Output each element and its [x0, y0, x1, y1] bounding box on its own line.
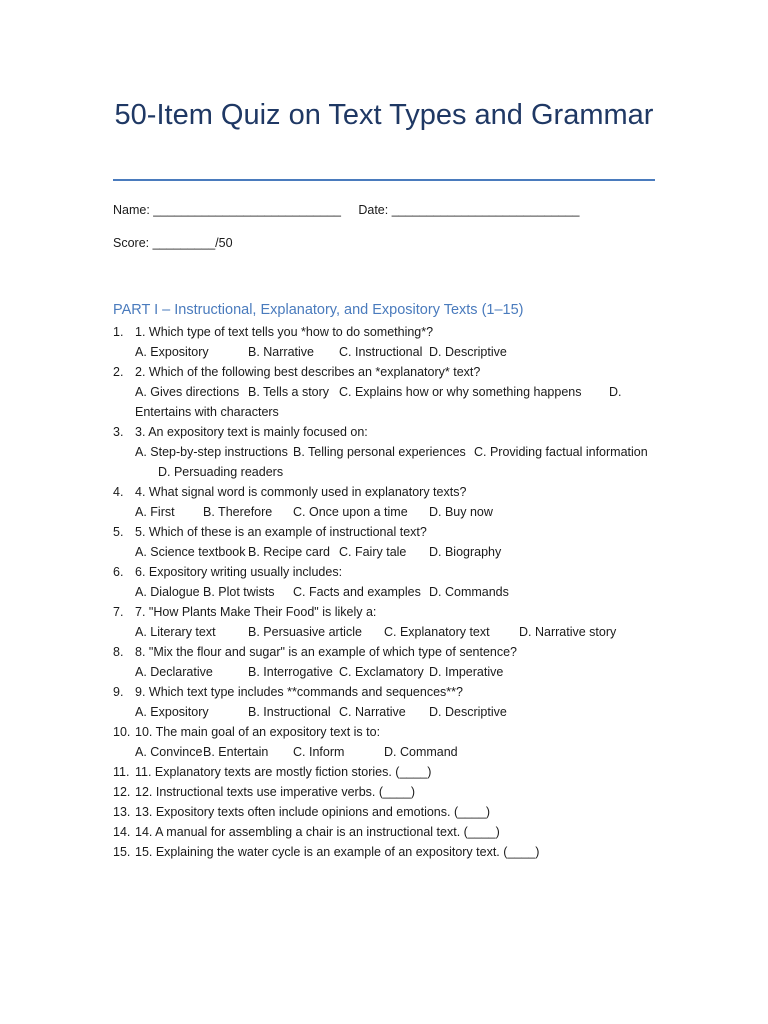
option-b: B. Recipe card: [248, 545, 330, 559]
question-item: [113, 682, 673, 722]
option-b: B. Telling personal experiences: [293, 445, 466, 459]
question-number: 10.: [113, 725, 131, 739]
option-continuation: D. Persuading readers: [158, 465, 284, 479]
option-row: [135, 582, 673, 602]
page-title: 50-Item Quiz on Text Types and Grammar: [114, 99, 654, 131]
option-c: C. Exclamatory: [339, 665, 424, 679]
question-item: [113, 842, 673, 862]
question-number: 12.: [113, 785, 131, 799]
option-b: B. Interrogative: [248, 665, 333, 679]
option-d: D. Descriptive: [429, 705, 507, 719]
option-a: A. Literary text: [135, 625, 216, 639]
question-number: 3.: [113, 425, 124, 439]
question-number: 6.: [113, 565, 124, 579]
question-number: 13.: [113, 805, 131, 819]
section-heading: PART I – Instructional, Explanatory, and Expository Texts (1–15): [113, 302, 524, 318]
question-item: [113, 322, 673, 362]
question-number: 7.: [113, 605, 124, 619]
question-item: [113, 422, 673, 482]
option-c: C. Inform: [293, 745, 345, 759]
option-c: C. Explanatory text: [384, 625, 490, 639]
option-b: B. Entertain: [203, 745, 269, 759]
option-a: A. Gives directions: [135, 385, 240, 399]
question-stem: 9. Which text type includes **commands and sequences**?: [135, 685, 463, 699]
question-item: [113, 562, 673, 602]
option-row: [135, 342, 673, 362]
option-row: [135, 442, 673, 462]
question-number: 4.: [113, 485, 124, 499]
option-row: [135, 502, 673, 522]
option-a: A. Expository: [135, 705, 209, 719]
question-number: 5.: [113, 525, 124, 539]
option-row: [135, 662, 673, 682]
option-row: [135, 702, 673, 722]
option-continuation: Entertains with characters: [135, 405, 279, 419]
question-stem: 11. Explanatory texts are mostly fiction stories. (____): [135, 765, 432, 779]
question-stem: 8. "Mix the flour and sugar" is an example of which type of sentence?: [135, 645, 518, 659]
question-item: [113, 602, 673, 642]
option-c: C. Instructional: [339, 345, 423, 359]
question-stem: 1. Which type of text tells you *how to do something*?: [135, 325, 434, 339]
question-stem: 3. An expository text is mainly focused on:: [135, 425, 368, 439]
question-number: 9.: [113, 685, 124, 699]
question-item: [113, 782, 673, 802]
option-a: A. Expository: [135, 345, 209, 359]
option-b: B. Plot twists: [203, 585, 275, 599]
question-item: [113, 362, 673, 422]
option-c: C. Facts and examples: [293, 585, 421, 599]
option-d: D. Commands: [429, 585, 509, 599]
question-number: 15.: [113, 845, 131, 859]
question-item: [113, 802, 673, 822]
question-item: [113, 762, 673, 782]
option-d: D. Imperative: [429, 665, 504, 679]
question-stem: 7. "How Plants Make Their Food" is likely a:: [135, 605, 377, 619]
question-number: 1.: [113, 325, 124, 339]
option-a: A. Step-by-step instructions: [135, 445, 288, 459]
option-b: B. Instructional: [248, 705, 331, 719]
option-b: B. Narrative: [248, 345, 314, 359]
question-list: [113, 322, 673, 862]
option-d: D. Biography: [429, 545, 502, 559]
question-item: [113, 722, 673, 762]
question-number: 14.: [113, 825, 131, 839]
question-stem: 15. Explaining the water cycle is an example of an expository text. (____): [135, 845, 540, 859]
question-stem: 13. Expository texts often include opinions and emotions. (____): [135, 805, 491, 819]
score-line: Score: _________/50: [113, 236, 233, 250]
question-stem: 4. What signal word is commonly used in explanatory texts?: [135, 485, 467, 499]
option-d: D. Buy now: [429, 505, 493, 519]
option-a: A. Science textbook: [135, 545, 246, 559]
option-c: C. Explains how or why something happens: [339, 385, 582, 399]
option-d: D. Descriptive: [429, 345, 507, 359]
option-row: [135, 542, 673, 562]
option-b: B. Persuasive article: [248, 625, 362, 639]
option-b: B. Therefore: [203, 505, 273, 519]
question-number: 11.: [113, 765, 130, 779]
name-date-line: Name: ___________________________ Date: ___________________________: [113, 203, 580, 217]
question-stem: 5. Which of these is an example of instructional text?: [135, 525, 427, 539]
question-item: [113, 642, 673, 682]
option-c: C. Once upon a time: [293, 505, 408, 519]
option-a: A. Declarative: [135, 665, 213, 679]
question-item: [113, 482, 673, 522]
question-stem: 6. Expository writing usually includes:: [135, 565, 343, 579]
option-c: C. Fairy tale: [339, 545, 407, 559]
option-row: [135, 382, 673, 402]
question-number: 2.: [113, 365, 124, 379]
option-a: A. Convince: [135, 745, 203, 759]
question-stem: 12. Instructional texts use imperative verbs. (____): [135, 785, 415, 799]
question-stem: 14. A manual for assembling a chair is an instructional text. (____): [135, 825, 500, 839]
option-d: D.: [609, 385, 622, 399]
option-row: [135, 622, 673, 642]
option-d: D. Command: [384, 745, 458, 759]
option-a: A. Dialogue: [135, 585, 200, 599]
question-item: [113, 822, 673, 842]
title-divider: [113, 179, 655, 181]
question-stem: 10. The main goal of an expository text is to:: [135, 725, 381, 739]
option-row: [135, 742, 673, 762]
question-stem: 2. Which of the following best describes an *explanatory* text?: [135, 365, 481, 379]
option-a: A. First: [135, 505, 175, 519]
question-item: [113, 522, 673, 562]
option-b: B. Tells a story: [248, 385, 330, 399]
option-c: C. Narrative: [339, 705, 406, 719]
option-c: C. Providing factual information: [474, 445, 648, 459]
option-d: D. Narrative story: [519, 625, 617, 639]
question-number: 8.: [113, 645, 124, 659]
